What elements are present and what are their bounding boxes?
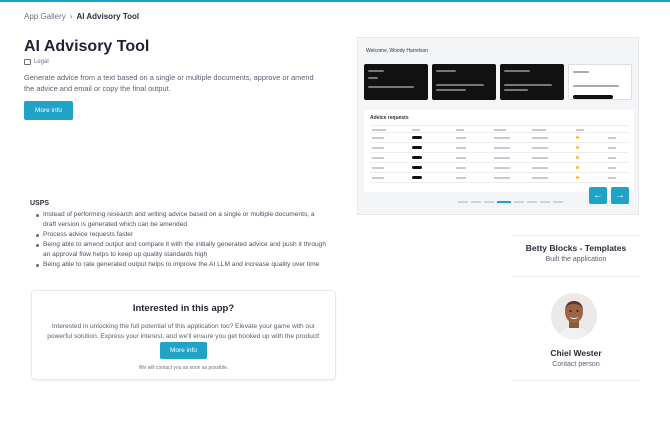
- more-info-button[interactable]: More info: [24, 101, 73, 120]
- app-description: Generate advice from a text based on a single or multiple documents, approve or amend the advice and email or copy the final output.: [24, 73, 314, 93]
- preview-welcome: Welcome, Woody Harrelson: [366, 48, 429, 54]
- contact-role: Contact person: [552, 361, 600, 368]
- divider: [512, 276, 640, 277]
- preview-card: [568, 64, 632, 100]
- arrow-right-icon[interactable]: →: [611, 187, 629, 204]
- page-title: AI Advisory Tool: [24, 38, 150, 55]
- breadcrumb-current: AI Advisory Tool: [76, 12, 140, 21]
- preview-table-title: Advice requests: [370, 115, 409, 121]
- interest-text: Interested in unlocking the full potential of this application too? Elevate your game with our powerful solution. Express your interest, and we'll ensure you get hooked up with the product!: [47, 323, 320, 340]
- list-item: Being able to rate generated output helps to improve the AI LLM and increase quality over time: [34, 260, 329, 270]
- usps-heading: USPS: [30, 200, 50, 207]
- category-label: Legal: [34, 59, 49, 65]
- category-tag: [24, 59, 49, 65]
- preview-card: [364, 64, 428, 100]
- builder-name: Betty Blocks - Templates: [525, 243, 627, 253]
- preview-cards: [364, 64, 632, 100]
- builder-card: [512, 243, 640, 263]
- contact-card: [512, 348, 640, 368]
- briefcase-icon: [24, 59, 31, 65]
- interest-note: We will contact you as soon as possible.: [138, 365, 229, 371]
- avatar: [551, 293, 597, 339]
- divider: [512, 235, 640, 236]
- chevron-right-icon: ›: [69, 12, 73, 21]
- preview-card: [500, 64, 564, 100]
- interest-title: Interested in this app?: [132, 303, 235, 314]
- list-item: Process advice requests faster: [34, 230, 329, 240]
- preview-card: [432, 64, 496, 100]
- top-accent-line: [0, 0, 670, 2]
- usps-list: [34, 210, 329, 270]
- interest-more-info-button[interactable]: More info: [160, 342, 207, 359]
- contact-name: Chiel Wester: [550, 348, 602, 358]
- carousel-pagination[interactable]: [458, 201, 563, 203]
- interest-card: [31, 290, 336, 380]
- divider: [512, 380, 640, 381]
- builder-role: Built the application: [545, 256, 607, 263]
- arrow-left-icon[interactable]: ←: [589, 187, 607, 204]
- breadcrumb-app-gallery[interactable]: App Gallery: [24, 12, 66, 21]
- person-photo-icon: [551, 293, 597, 339]
- list-item: Instead of performing research and writing advice based on a single or multiple documents, a draft version is generated which can be amended: [34, 210, 329, 230]
- list-item: Being able to amend output and compare it with the initially generated advice and push it through an approval flow helps to keep up quality standards high: [34, 240, 329, 260]
- preview-table: [364, 110, 634, 192]
- breadcrumb: [24, 12, 139, 21]
